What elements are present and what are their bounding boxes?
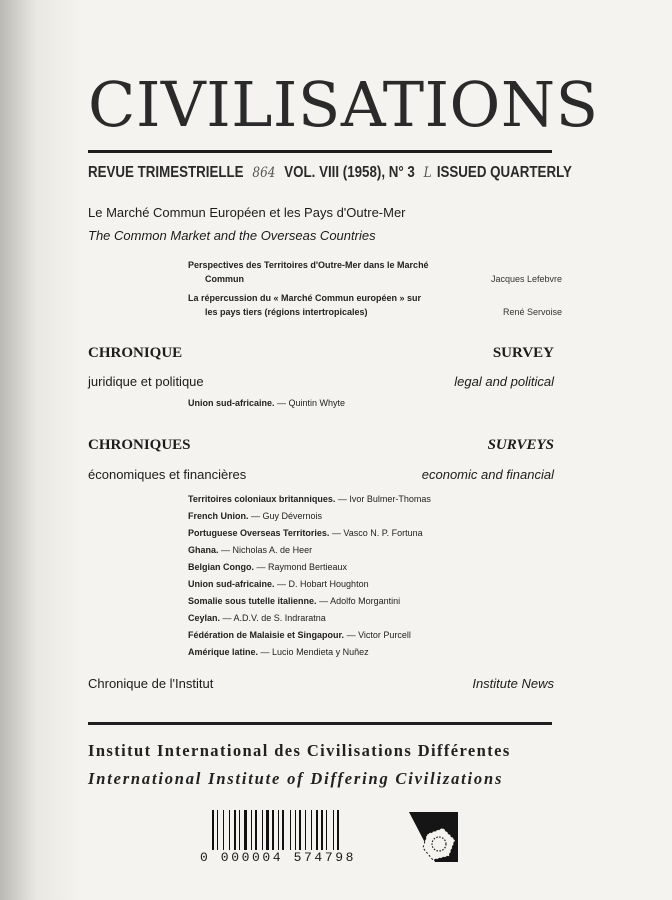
publisher-logo-icon [405, 810, 460, 864]
theme-en: The Common Market and the Overseas Countries [88, 228, 376, 243]
barcode-bar [251, 810, 252, 850]
barcode-bar [337, 810, 339, 850]
handwritten-mark: 864 [252, 165, 276, 181]
barcode-bar [282, 810, 284, 850]
list-item: Ceylan. — A.D.V. de S. Indraratna [188, 613, 326, 623]
publisher-en: International Institute of Differing Civilizations [88, 769, 504, 788]
barcode-bar [326, 810, 327, 850]
barcode-bar [244, 810, 247, 850]
article-1-title-line2: Commun [205, 274, 244, 284]
chroniques-sub-en: economic and financial [421, 467, 554, 482]
barcode-bar [272, 810, 274, 850]
barcode-bar [333, 810, 334, 850]
list-item: Territoires coloniaux britanniques. — Ivor Bulmer-Thomas [188, 494, 431, 504]
chronique-heading-fr: CHRONIQUE [88, 345, 183, 361]
barcode-bar [299, 810, 301, 850]
chronique-sub-fr: juridique et politique [88, 374, 204, 389]
list-item: Belgian Congo. — Raymond Bertieaux [188, 562, 348, 572]
barcode [212, 810, 402, 850]
barcode-bar [234, 810, 236, 850]
list-item: Fédération de Malaisie et Singapour. — Victor Purcell [188, 630, 411, 640]
publisher-fr: Institut International des Civilisations Différentes [88, 741, 511, 760]
barcode-bar [262, 810, 263, 850]
barcode-bar [316, 810, 318, 850]
barcode-bar [290, 810, 291, 850]
list-item: French Union. — Guy Dévernois [188, 511, 323, 521]
chroniques-sub-fr: économiques et financières [88, 467, 247, 482]
chronique-entry-author: — Quintin Whyte [277, 398, 346, 408]
list-item: Somalie sous tutelle italienne. — Adolfo Morgantini [188, 596, 401, 606]
chronique-heading-en: SURVEY [492, 345, 554, 361]
institute-news-en: Institute News [472, 676, 554, 691]
barcode-bar [212, 810, 214, 850]
list-item: Union sud-africaine. — D. Hobart Houghton [188, 579, 369, 589]
chronique-entry [188, 398, 345, 408]
volume-number: VOL. VIII (1958), N° 3 [284, 164, 415, 181]
barcode-bar [295, 810, 296, 850]
chronique-entry-title: Union sud-africaine. [188, 398, 275, 408]
barcode-bar [311, 810, 312, 850]
list-item: Amérique latine. — Lucio Mendieta y Nuñez [188, 647, 369, 657]
journal-title: CIVILISATIONS [88, 68, 599, 141]
barcode-number: 0 000004 574798 [200, 850, 357, 865]
chroniques-heading-fr: CHRONIQUES [88, 437, 191, 453]
spine-shadow [0, 0, 80, 900]
article-2-author: René Servoise [502, 307, 562, 317]
article-2-title-line2: les pays tiers (régions intertropicales) [205, 307, 368, 317]
list-item: Ghana. — Nicholas A. de Heer [188, 545, 313, 555]
article-1-author: Jacques Lefebvre [490, 274, 562, 284]
article-1-title-line1: Perspectives des Territoires d'Outre-Mer dans le Marché [188, 260, 429, 270]
barcode-bar [278, 810, 279, 850]
footer-rule [88, 722, 552, 725]
chroniques-heading-en: SURVEYS [487, 437, 554, 453]
institute-news-fr: Chronique de l'Institut [88, 676, 214, 691]
chronique-sub-en: legal and political [454, 374, 554, 389]
barcode-bar [266, 810, 269, 850]
barcode-bar [321, 810, 323, 850]
barcode-bar [255, 810, 257, 850]
barcode-bar [217, 810, 218, 850]
barcode-bar [223, 810, 224, 850]
article-2-title-line1: La répercussion du « Marché Commun européen » sur [188, 293, 422, 303]
handwritten-bracket: L [423, 165, 432, 181]
chroniques-entry-list [188, 494, 431, 664]
title-rule [88, 150, 552, 153]
subtitle-en: ISSUED QUARTERLY [436, 164, 572, 181]
list-item: Portuguese Overseas Territories. — Vasco N. P. Fortuna [188, 528, 423, 538]
subtitle-line [88, 164, 572, 182]
theme-fr: Le Marché Commun Européen et les Pays d'Outre-Mer [88, 205, 406, 220]
barcode-bar [229, 810, 230, 850]
subtitle-fr: REVUE TRIMESTRIELLE [88, 164, 244, 181]
barcode-bar [305, 810, 306, 850]
barcode-bar [239, 810, 240, 850]
